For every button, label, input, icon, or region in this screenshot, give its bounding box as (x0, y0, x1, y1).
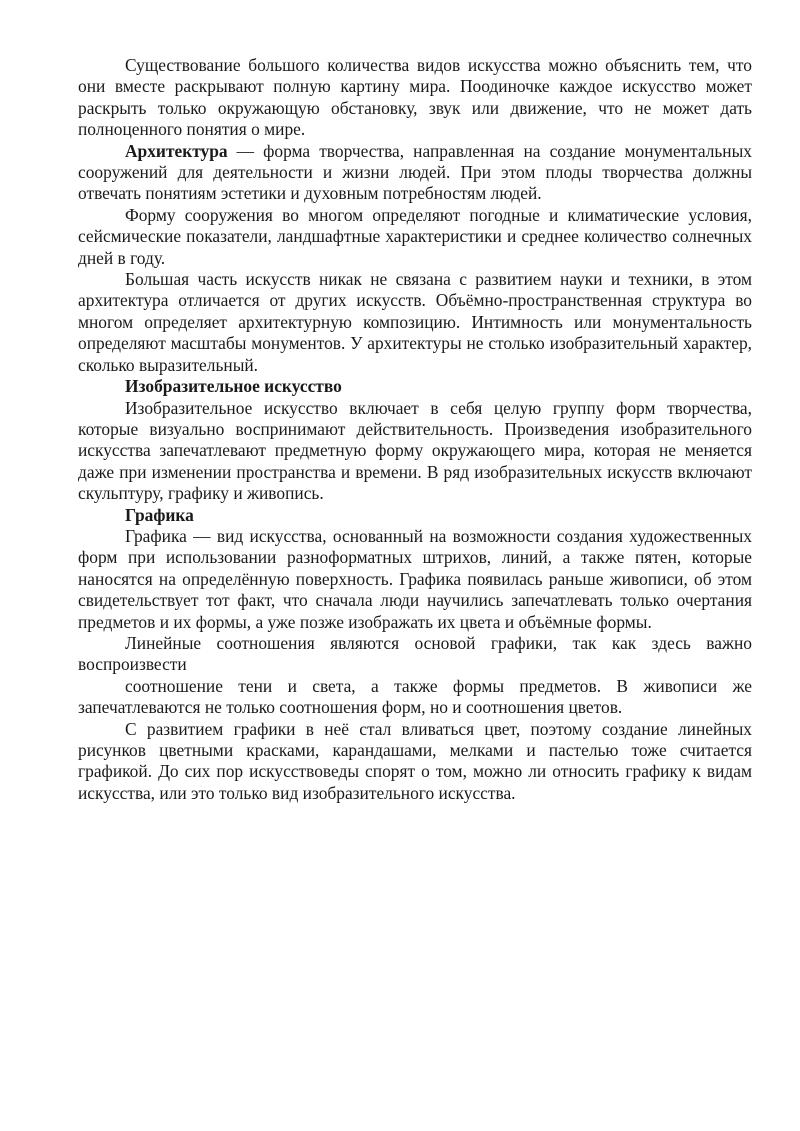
term-architecture: Архитектура (125, 140, 228, 161)
paragraph-intro: Существование большого количества видов искусства можно объяснить тем, что они вместе раскрывают полную картину мира. Поодиночке каждое искусство может раскрыть только окружающую обстановку, звук или движение, что не может дать полноценного понятия о мире. (78, 55, 752, 140)
paragraph-light-shadow: соотношение тени и света, а также формы предметов. В живописи же запечатлеваются не только соотношения форм, но и соотношения цветов. (78, 675, 752, 718)
document-page (78, 55, 752, 804)
paragraph-architecture-text: — форма творчества, направленная на создание монументальных сооружений для деятельности и жизни людей. При этом плоды творчества должны отвечать понятиям эстетики и духовным потребностям людей. (78, 140, 752, 204)
paragraph-color-graphics: С развитием графики в неё стал вливаться цвет, поэтому создание линейных рисунков цветными красками, карандашами, мелками и пастелью тоже считается графикой. До сих пор искусствоведы спорят о том, можно ли относить графику к видам искусства, или это только вид изобразительного искусства. (78, 718, 752, 803)
paragraph-building-form: Форму сооружения во многом определяют погодные и климатические условия, сейсмические показатели, ландшафтные характеристики и среднее количество солнечных дней в году. (78, 204, 752, 268)
paragraph-linear-relations: Линейные соотношения являются основой графики, так как здесь важно воспроизвести (78, 632, 752, 675)
paragraph-fine-art: Изобразительное искусство включает в себя целую группу форм творчества, которые визуально воспринимают действительность. Произведения изобразительного искусства запечатлевают предметную форму окружающего мира, которая не меняется даже при изменении пространства и времени. В ряд изобразительных искусств включают скульптуру, графику и живопись. (78, 397, 752, 504)
paragraph-architecture-features: Большая часть искусств никак не связана с развитием науки и техники, в этом архитектура отличается от других искусств. Объёмно-пространственная структура во многом определяет архитектурную композицию. Интимность или монументальность определяют масштабы монументов. У архитектуры не столько изобразительный характер, сколько выразительный. (78, 269, 752, 375)
heading-fine-art: Изобразительное искусство (125, 376, 342, 397)
heading-graphics: Графика (125, 504, 194, 525)
paragraph-graphics: Графика — вид искусства, основанный на возможности создания художественных форм при использовании разноформатных штрихов, линий, а также пятен, которые наносятся на определённую поверхность. Графика появилась раньше живописи, об этом свидетельствует тот факт, что сначала люди научились запечатлевать только очертания предметов и их формы, а уже позже изображать их цвета и объёмные формы. (78, 525, 752, 632)
paragraph-architecture (78, 141, 752, 205)
